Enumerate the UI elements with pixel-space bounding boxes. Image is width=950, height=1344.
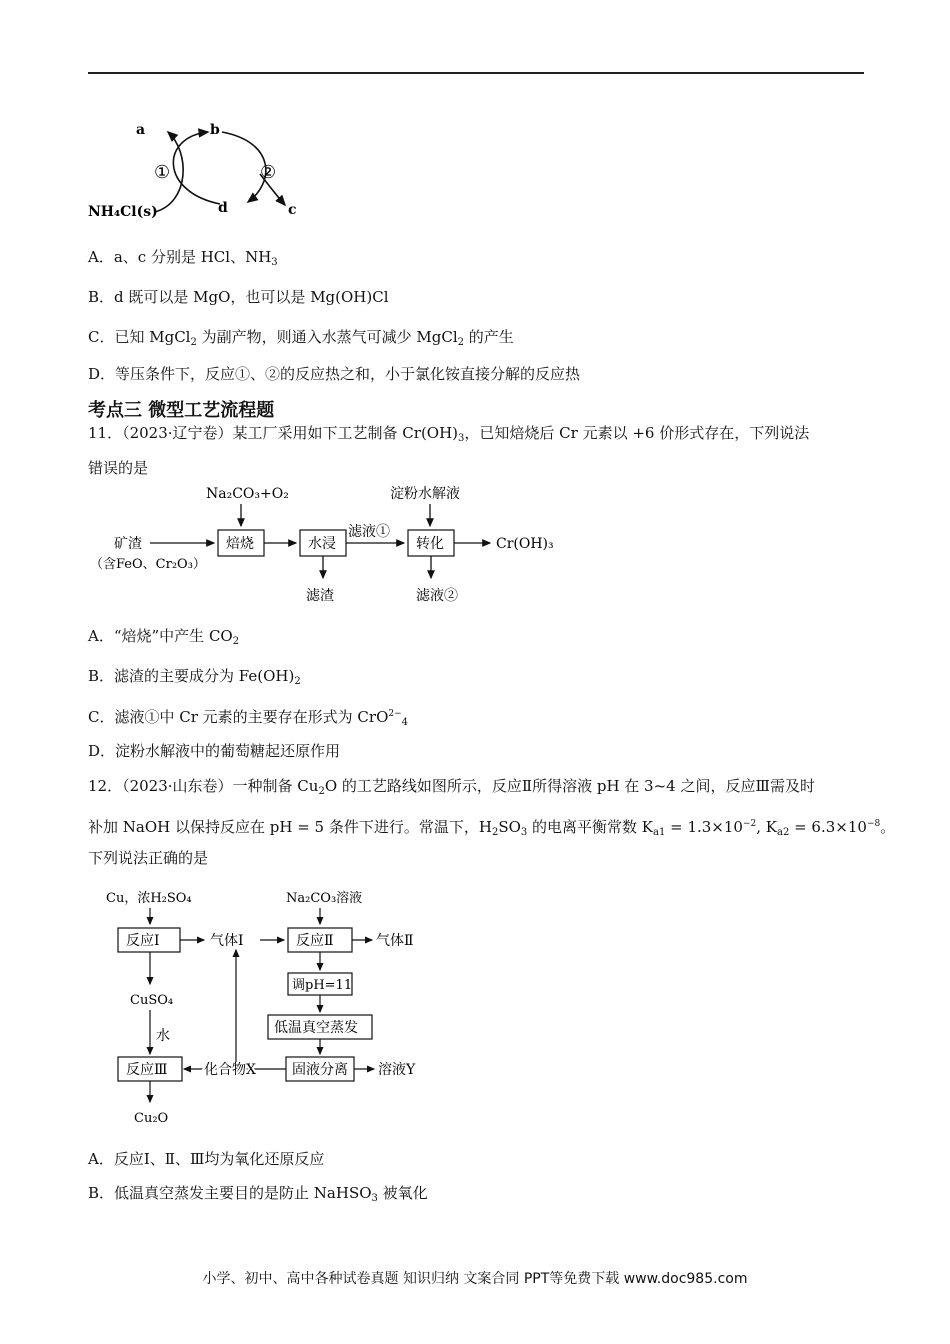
- q11-feed-top: Na₂CO₃+O₂: [206, 486, 289, 502]
- q10-option-a: A．a、c 分别是 HCl、$NH_3$: [88, 248, 278, 268]
- q11-out1: 滤渣: [306, 588, 334, 604]
- q11-input-note: （含FeO、Cr₂O₃）: [90, 557, 206, 572]
- q12-flow-diagram: [100, 878, 440, 1128]
- cycle-step2: ②: [260, 162, 277, 183]
- q10-option-b: B．d 既可以是 MgO，也可以是 Mg(OH)Cl: [88, 288, 389, 306]
- q11-option-d: D．淀粉水解液中的葡萄糖起还原作用: [88, 742, 341, 760]
- q12-box-r2-label: 反应Ⅱ: [296, 933, 334, 949]
- q12-box-sep-label: 固液分离: [292, 1062, 348, 1078]
- section-title: 考点三 微型工艺流程题: [88, 400, 275, 421]
- q12-gas2: 气体Ⅱ: [376, 933, 414, 949]
- q12-box-r1-label: 反应Ⅰ: [126, 933, 160, 949]
- q12-option-b: B．低温真空蒸发主要目的是防止 NaHSO$_3$ 被氧化: [88, 1184, 428, 1204]
- q12-box-r3-label: 反应Ⅲ: [126, 1062, 168, 1078]
- q12-box-evap-label: 低温真空蒸发: [274, 1020, 358, 1036]
- q11-option-a: A．“焙烧”中产生 $CO_2$: [88, 627, 240, 647]
- q11-box-roast-label: 焙烧: [226, 536, 254, 552]
- q12-feed2: Na₂CO₃溶液: [286, 891, 363, 906]
- q11-stem-2: 错误的是: [88, 459, 149, 477]
- cycle-b: b: [210, 122, 220, 138]
- q11-input: 矿渣: [114, 536, 142, 552]
- q12-solY: 溶液Y: [378, 1062, 416, 1078]
- q11-product: Cr(OH)₃: [496, 536, 554, 552]
- cycle-diagram: [80, 112, 320, 222]
- cycle-step1: ①: [154, 162, 171, 183]
- cycle-a: a: [136, 122, 146, 138]
- q12-water: 水: [156, 1028, 170, 1044]
- cycle-reactant: NH₄Cl(s): [88, 204, 158, 220]
- q11-box-leach-label: 水浸: [308, 536, 336, 552]
- q12-cuso4: CuSO₄: [130, 993, 174, 1008]
- q11-flow-diagram: [88, 480, 608, 610]
- q11-out2: 滤液②: [416, 588, 458, 604]
- q11-feed-top2: 淀粉水解液: [390, 486, 460, 502]
- q12-option-a: A．反应Ⅰ、Ⅱ、Ⅲ均为氧化还原反应: [88, 1150, 325, 1168]
- q11-mid-label: 滤液①: [348, 524, 390, 540]
- q12-cu2o: Cu₂O: [134, 1111, 169, 1126]
- q12-box-ph-label: 调pH=11: [292, 978, 353, 993]
- q12-stem-2: 补加 NaOH 以保持反应在 pH = 5 条件下进行。常温下，$H_2SO_3$ 的电离平衡常数 $K_{a1} = 1.3\times 10^{-2}$, $K_{a2} = 6.3\times 10^{-8}$。: [88, 818, 896, 838]
- q11-option-c: C．滤液①中 Cr 元素的主要存在形式为 CrO$^{2-}_4$: [88, 708, 409, 728]
- q11-stem-1: 11．（2023·辽宁卷）某工厂采用如下工艺制备 $Cr(OH)_3$，已知焙烧后 Cr 元素以 +6 价形式存在，下列说法: [88, 424, 810, 444]
- header-rule: [88, 72, 864, 74]
- footer-banner: 小学、初中、高中各种试卷真题 知识归纳 文案合同 PPT等免费下载 www.doc985.com: [202, 1271, 748, 1287]
- cycle-mid-arc: [173, 132, 220, 204]
- q10-option-c: C．已知 MgCl$_2$ 为副产物，则通入水蒸气可减少 MgCl$_2$ 的产生: [88, 328, 514, 348]
- q12-cmpX: 化合物X: [204, 1062, 256, 1078]
- q12-stem-1: 12．（2023·山东卷）一种制备 $Cu_2O$ 的工艺路线如图所示，反应Ⅱ所得溶液 pH 在 3~4 之间，反应Ⅲ需及时: [88, 777, 815, 797]
- q10-option-d: D．等压条件下，反应①、②的反应热之和，小于氯化铵直接分解的反应热: [88, 365, 581, 383]
- cycle-d: d: [218, 200, 228, 216]
- q12-gas1: 气体Ⅰ: [210, 933, 244, 949]
- q11-box-convert-label: 转化: [416, 536, 444, 552]
- q12-feed1: Cu，浓H₂SO₄: [106, 891, 192, 906]
- cycle-c: c: [288, 202, 297, 218]
- q12-stem-3: 下列说法正确的是: [88, 849, 209, 867]
- q11-option-b: B．滤渣的主要成分为 $Fe(OH)_2$: [88, 667, 301, 687]
